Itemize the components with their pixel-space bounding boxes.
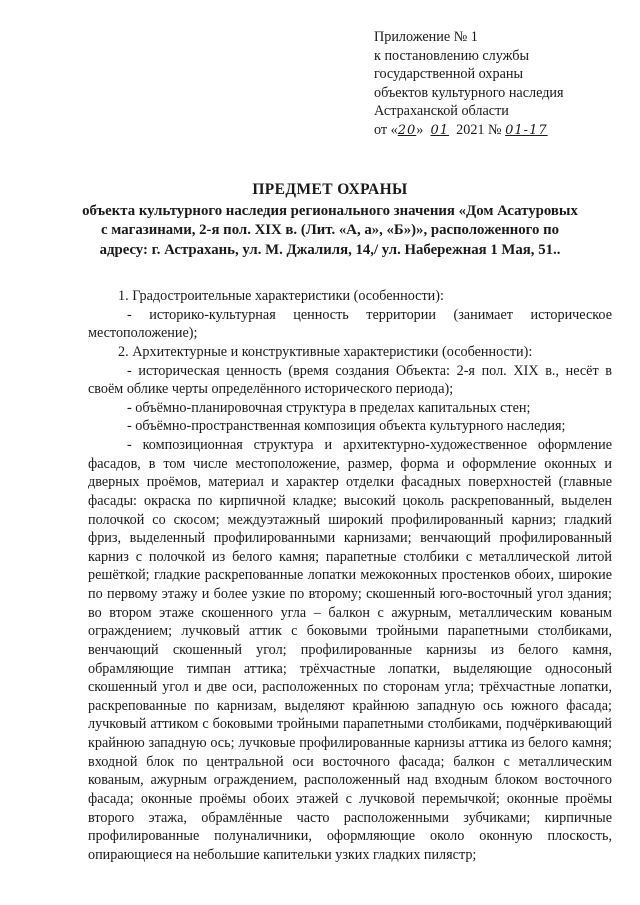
- section-heading: 2. Архитектурные и конструктивные характеристики (особенности):: [118, 343, 533, 360]
- title-line: объекта культурного наследия регионального значения «Дом Асатуровых: [82, 202, 578, 219]
- document-body: [88, 287, 612, 864]
- date-sep: »: [416, 121, 427, 138]
- paragraph: - историко-культурная ценность территории (занимает историческое местоположение);: [88, 306, 612, 342]
- paragraph: - историческая ценность (время создания Объекта: 2-я пол. XIX в., несёт в своём облике черты определённого исторического периода);: [88, 362, 612, 398]
- title-line: с магазинами, 2-я пол. XIX в. (Лит. «А, а», «Б»)», расположенного по: [100, 222, 560, 239]
- title-line: адресу: г. Астрахань, ул. М. Джалиля, 14,/ ул. Набережная 1 Мая, 51..: [99, 241, 561, 258]
- date-day: 20: [397, 122, 417, 138]
- paragraph: - объёмно-планировочная структура в пределах капитальных стен;: [127, 399, 531, 416]
- paragraph: - композиционная структура и архитектурно-художественное оформление фасадов, в том числе местоположение, размер, форма и оформление оконных и дверных проёмов, материал и характер отделки фасадных поверхностей (главные фасады: окраска по кирпичной кладке; высокий цоколь раскрепованный, выделен полочкой со скосом; междуэтажный широкий профилированный карниз; гладкий фриз, выделенный профилированными карнизами; венчающий профилированный карниз с полочкой из белого камня; парапетные столбики с металлической литой решёткой; гладкие раскрепованные лопатки межоконных простенков обоих, широкие по первому этажу и более узкие по второму; скошенный юго-восточный угол здания; во втором этаже скошенного угла – балкон с ажурным, металлическим кованым ограждением; лучковый аттик с боковыми тройными парапетными столбиками, венчающий скошенный угол; профилированные карнизы из белого камня, обрамляющие тимпан аттика; трёхчастные лопатки, выделяющие односоный скошенный угол и две оси, расположенных по сторонам угла; трёхчастные лопатки, раскрепованные по карнизам, выделяют крайнюю западную ось южного фасада; лучковый аттиком с боковыми тройными парапетными столбиками, подчёркивающий крайнюю западную ось; лучковые профилированные карнизы аттика из белого камня; входной блок по центральной оси восточного фасада; балкон с металлическим кованым, ажурным ограждением, расположенный над входным блоком восточного фасада; оконные проёмы обоих этажей с лучковой перемычкой; оконные проёмы второго этажа, обрамлённые часто расположенными зубчиками; кирпичные профилированные полуналичники, оформляющие около оконную плоскость, опирающиеся на небольшие капительки узких гладких пилястр;: [88, 437, 612, 863]
- appendix-line: государственной охраны: [374, 66, 524, 83]
- date-prefix: от «: [374, 121, 398, 138]
- section-heading: 1. Градостроительные характеристики (особенности):: [118, 288, 444, 304]
- date-year: 2021 №: [456, 121, 502, 138]
- appendix-block: [374, 28, 564, 140]
- appendix-date-line: [374, 121, 564, 140]
- date-month: 01: [430, 122, 450, 138]
- paragraph: - объёмно-пространственная композиция объекта культурного наследия;: [127, 418, 566, 435]
- appendix-line: объектов культурного наследия: [374, 84, 564, 101]
- document-title: [60, 180, 600, 260]
- title-heading: ПРЕДМЕТ ОХРАНЫ: [252, 181, 408, 198]
- appendix-line: Астраханской области: [374, 103, 509, 120]
- appendix-line: Приложение № 1: [374, 29, 478, 45]
- document-number: 01-17: [505, 122, 548, 138]
- appendix-line: к постановлению службы: [374, 47, 530, 64]
